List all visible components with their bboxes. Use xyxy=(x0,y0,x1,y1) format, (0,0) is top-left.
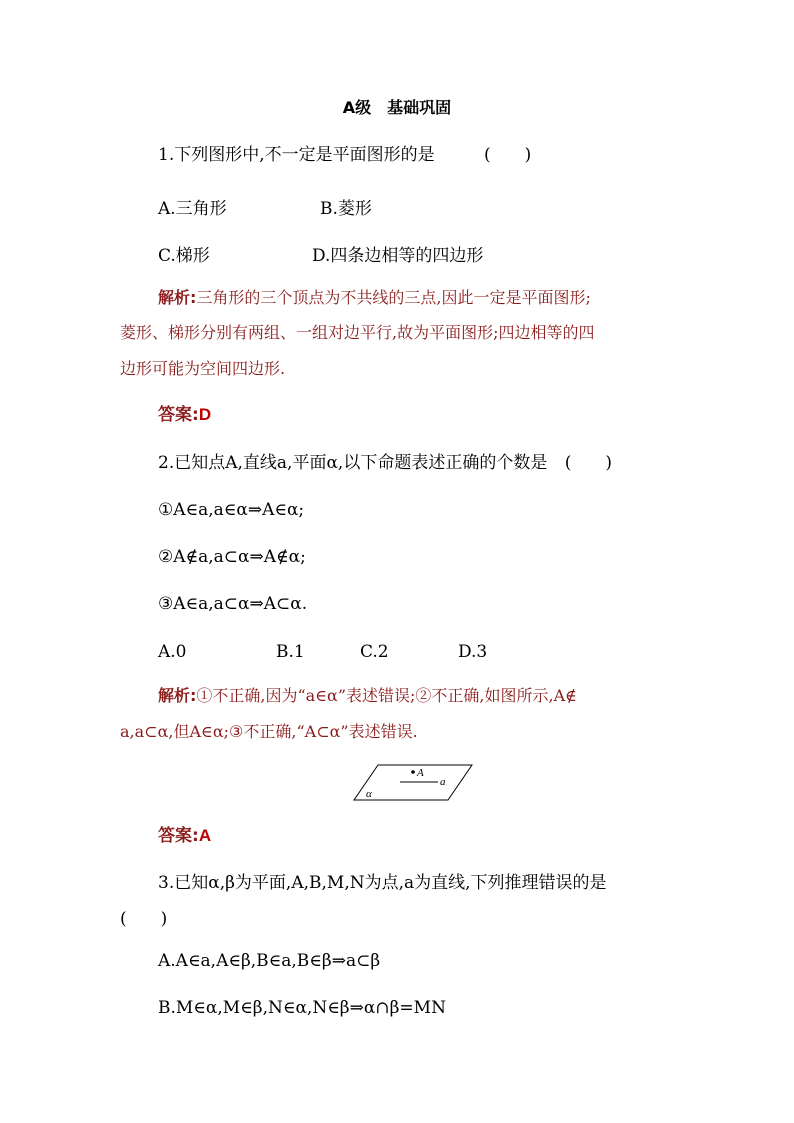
q1-answer: D xyxy=(198,405,212,424)
q2-answer-line xyxy=(158,827,211,845)
q1-stem: 1.下列图形中,不一定是平面图形的是 xyxy=(158,145,435,165)
q2-explanation-line-2: a,a⊂α,但A∈α;③不正确,“A⊂α”表述错误. xyxy=(120,722,418,741)
q2-explanation-line-1 xyxy=(158,688,577,704)
q1-answer-paren: ( ) xyxy=(484,145,532,165)
q1-option-a: A.三角形 xyxy=(158,199,227,219)
q1-explanation-line-3: 边形可能为空间四边形. xyxy=(120,359,286,378)
q3-option-b: B.M∈α,M∈β,N∈α,N∈β⇒α∩β=MN xyxy=(158,998,446,1018)
q2-answer-paren: ( ) xyxy=(564,453,612,473)
q2-statement-1: ①A∈a,a∈α⇒A∈α; xyxy=(158,500,305,520)
q1-explanation-line-2: 菱形、梯形分别有两组、一组对边平行,故为平面图形;四边相等的四 xyxy=(120,323,595,342)
q1-answer-label: 答案: xyxy=(158,405,199,425)
q1-explanation-text-1: 三角形的三个顶点为不共线的三点,因此一定是平面图形; xyxy=(196,288,591,307)
q1-answer-line xyxy=(158,406,211,424)
q2-option-d: D.3 xyxy=(458,642,488,662)
q2-explanation-label: 解析: xyxy=(158,686,197,705)
q2-statement-3: ③A∈a,a⊂α⇒A⊂α. xyxy=(158,594,308,614)
q1-explanation-label: 解析: xyxy=(158,288,197,307)
q2-statement-2: ②A∉a,a⊂α⇒A∉α; xyxy=(158,547,306,567)
q2-option-b: B.1 xyxy=(276,642,305,662)
point-a-label: A xyxy=(417,767,424,779)
q2-option-c: C.2 xyxy=(360,642,389,662)
plane-alpha-label: α xyxy=(366,788,372,800)
q2-answer: A xyxy=(198,826,212,845)
q3-answer-paren: ( ) xyxy=(120,909,168,929)
q2-option-a: A.0 xyxy=(158,642,187,662)
q1-stem-line xyxy=(158,147,531,164)
q2-stem: 2.已知点A,直线a,平面α,以下命题表述正确的个数是 xyxy=(158,453,548,473)
line-a-label: a xyxy=(440,776,446,788)
section-title: A级 基础巩固 xyxy=(342,98,452,117)
q3-option-a: A.A∈a,A∈β,B∈a,B∈β⇒a⊂β xyxy=(158,951,381,971)
q1-option-d: D.四条边相等的四边形 xyxy=(312,246,484,266)
q1-option-b: B.菱形 xyxy=(320,199,372,219)
q1-explanation-line-1 xyxy=(158,290,591,306)
q2-answer-label: 答案: xyxy=(158,826,199,846)
q1-option-c: C.梯形 xyxy=(158,246,210,266)
q2-stem-line xyxy=(158,455,612,472)
q2-explanation-text-1: ①不正确,因为“a∈α”表述错误;②不正确,如图所示,A∉ xyxy=(196,686,578,705)
q3-stem: 3.已知α,β为平面,A,B,M,N为点,a为直线,下列推理错误的是 xyxy=(158,873,607,893)
point-a xyxy=(411,770,415,774)
plane-figure xyxy=(352,760,476,804)
